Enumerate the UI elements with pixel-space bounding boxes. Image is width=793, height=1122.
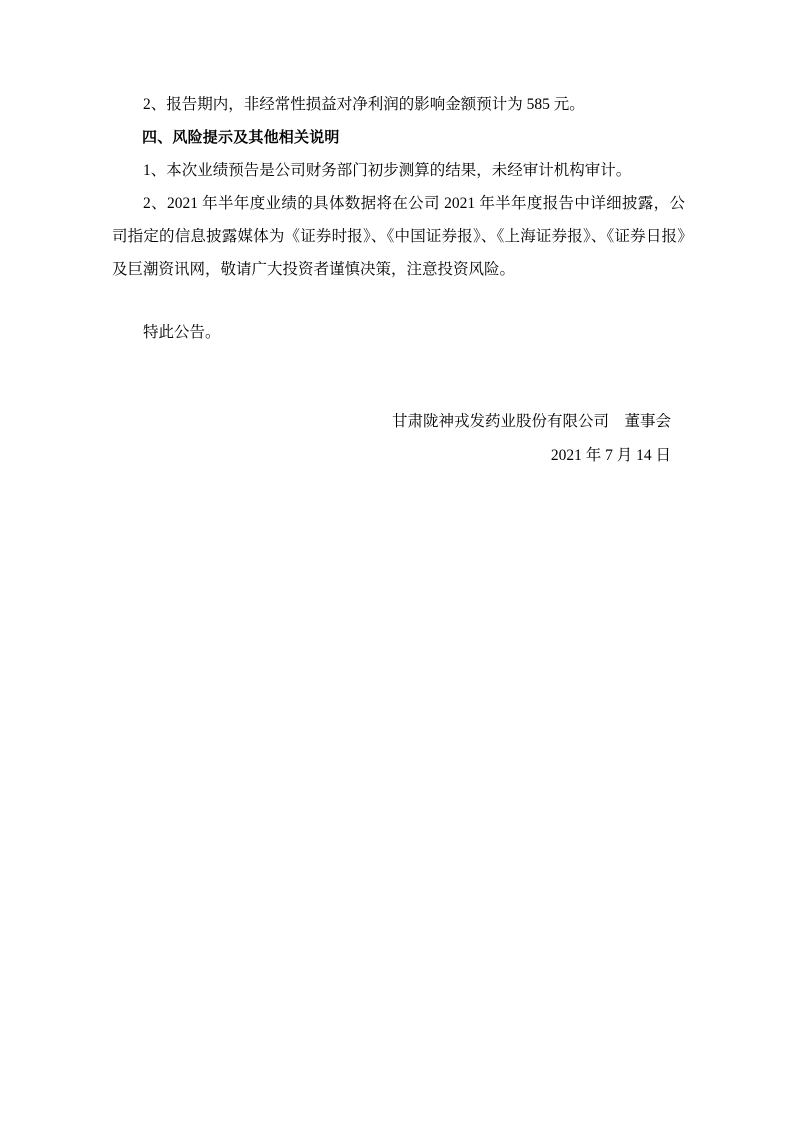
paragraph-risk-item-1: 1、本次业绩预告是公司财务部门初步测算的结果，未经审计机构审计。 xyxy=(143,162,632,179)
section-heading-risk-disclosure: 四、风险提示及其他相关说明 xyxy=(142,129,340,146)
signature-company-name: 甘肃陇神戎发药业股份有限公司 董事会 xyxy=(391,413,671,430)
signature-date: 2021 年 7 月 14 日 xyxy=(550,447,671,464)
document-body xyxy=(112,88,685,473)
paragraph-spacer xyxy=(112,286,685,316)
signature-spacer xyxy=(112,349,685,395)
paragraph-nonrecurring-item: 2、报告期内，非经常性损益对净利润的影响金额预计为 585 元。 xyxy=(143,96,585,113)
signature-block xyxy=(112,405,685,473)
paragraph-risk-item-2: 2、2021 年半年度业绩的具体数据将在公司 2021 年半年度报告中详细披露，公司指定的信息披露媒体为《证券时报》、《中国证券报》、《上海证券报》、《证券日报》及巨潮资讯网，敬请广大投资者谨慎决策，注意投资风险。 xyxy=(112,195,685,278)
paragraph-closing-statement: 特此公告。 xyxy=(143,324,221,341)
